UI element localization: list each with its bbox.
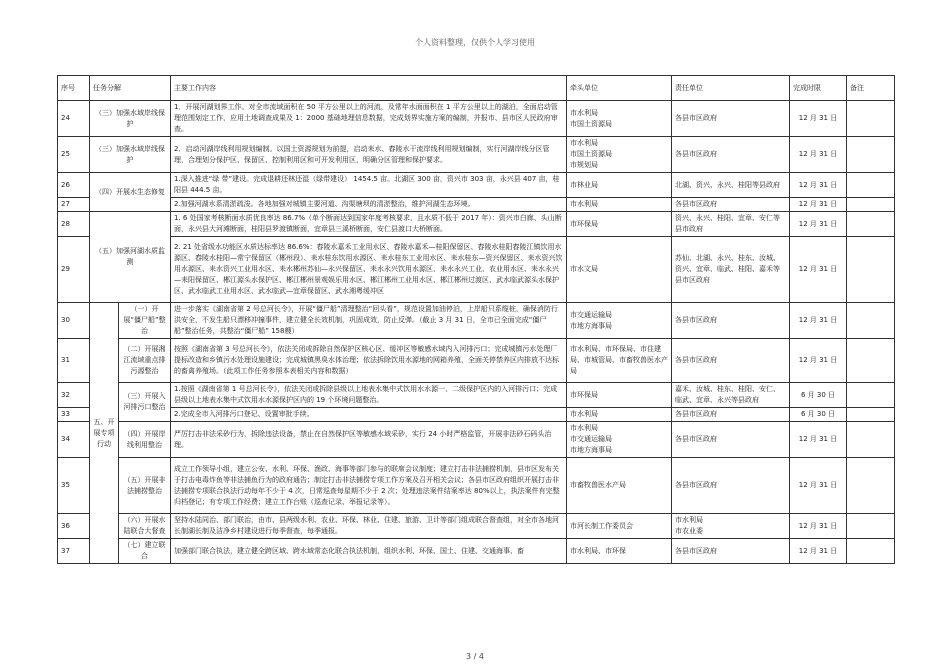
table-row	[58, 101, 895, 137]
deadline: 12 月 31 日	[790, 101, 847, 137]
work-content: 2.加强河湖水系清淤疏浚。各地加强对城镇主要河道、沟渠塘坝的清淤整治，维护河湖生态环境。	[171, 198, 567, 212]
task-name: （三）开展入河排污口整治	[119, 383, 171, 422]
note	[847, 383, 895, 408]
deadline: 12 月 31 日	[790, 198, 847, 212]
col-header-no: 序号	[58, 76, 90, 101]
deadline: 6 月 30 日	[790, 408, 847, 422]
task-name: （二）开展湘江流域重点排污源整治	[119, 339, 171, 383]
table-row	[58, 408, 895, 422]
responsible-unit: 资兴、永兴、桂阳、宜章、安仁等县市政府	[672, 212, 790, 237]
section-label: 五、开展专项行动	[90, 303, 119, 564]
deadline: 12 月 31 日	[790, 422, 847, 458]
row-number: 28	[58, 212, 90, 237]
table-row	[58, 198, 895, 212]
work-content: 成立工作领导小组，建立公安、水利、环保、渔政、海事等部门参与的联席会议制度；建立打击非法捕捞机制，县市区发布关于打击电毒炸鱼等非法捕鱼行为的政府通告；制定打击非法捕捞专项工作方案及召开相关会议；各县市区政府组织开展打击非法捕捞专项联合执法行动每年不少于 4 次，日常巡查每星期不少于 2 次；处理违法案件结案率达 80%以上，执法案件有完整归档登记；有专项工作经费；建立工作台账（巡查记录、举报记录等）。	[171, 458, 567, 514]
deadline: 12 月 31 日	[790, 303, 847, 339]
col-header-content: 主要工作内容	[171, 76, 567, 101]
table-row	[58, 137, 895, 173]
note	[847, 339, 895, 383]
lead-unit: 市水利局	[567, 198, 672, 212]
note	[847, 422, 895, 458]
work-content: 严厉打击非法采砂行为，拆除违法设备，禁止在自然保护区等敏感水域采砂，实行 24 小时严格监管，开展非法砂石码头治理。	[171, 422, 567, 458]
task-name: （三）加强水域岸线保护	[90, 137, 171, 173]
row-number: 33	[58, 408, 90, 422]
responsible-unit: 各县市区政府	[672, 101, 790, 137]
deadline: 12 月 31 日	[790, 237, 847, 303]
work-content: 1. 6 处国家考核断面水质优良率达 86.7%（单个断面达到国家年度考核要求，且水质不低于 2017 年）：资兴市白廊、头山断面，永兴县大河滩断面，桂阳县罗渡镇断面，宜章县三溪桥断面，安仁县渡口大桥断面。	[171, 212, 567, 237]
task-table	[57, 75, 895, 564]
work-content: 进一步落实《湖南省第 2 号总河长令》，开展“僵尸船”清理整治“回头看”，规范设置加油停泊，上岸船只系缆桩，确保消防行洪安全，不发生船只漂移冲撞事件，建立健全长效机制，巩固成效，防止反弹。（截止 3 月 31 日，全市已全面完成“僵尸船”整治任务，共整治“僵尸船” 158艘）	[171, 303, 567, 339]
row-number: 25	[58, 137, 90, 173]
deadline: 12 月 31 日	[790, 514, 847, 539]
task-name: （一）开展“僵尸船”整治	[119, 303, 171, 339]
table-row	[58, 303, 895, 339]
task-name: （五）加强河湖水质监测	[90, 212, 171, 303]
task-name: （四）开展水生态修复	[90, 173, 171, 212]
note	[847, 458, 895, 514]
table-row	[58, 514, 895, 539]
work-content: 1.深入推进“绿 带”建设。完成退耕还林还湿（绿带建设） 1454.5 亩。北湖区 300 亩，资兴市 303 亩，永兴县 407 亩，桂阳县 444.5 亩。	[171, 173, 567, 198]
responsible-unit: 各县市区政府	[672, 137, 790, 173]
table-header-row	[58, 76, 895, 101]
table-row	[58, 383, 895, 408]
work-content: 加强部门联合执法，建立健全跨区域、跨水域常态化联合执法机制，组织水利、环保、国土、住建、交通海事、畜	[171, 539, 567, 564]
lead-unit: 市水利局	[567, 408, 672, 422]
lead-unit: 市河长制工作委员会	[567, 514, 672, 539]
row-number: 34	[58, 422, 90, 458]
responsible-unit: 各县市区政府	[672, 198, 790, 212]
lead-unit: 市畜牧兽医水产局	[567, 458, 672, 514]
responsible-unit: 市水利局 市农业委	[672, 514, 790, 539]
note	[847, 198, 895, 212]
work-content: 2.完成全市入河排污口登记、设置审批手续。	[171, 408, 567, 422]
deadline: 12 月 31 日	[790, 339, 847, 383]
note	[847, 137, 895, 173]
note	[847, 514, 895, 539]
lead-unit: 市水利局 市交通运输局 市地方海事局	[567, 422, 672, 458]
responsible-unit: 各县市区政府	[672, 458, 790, 514]
row-number: 37	[58, 539, 90, 564]
row-number: 27	[58, 198, 90, 212]
responsible-unit: 各县市区政府	[672, 539, 790, 564]
col-header-resp: 责任单位	[672, 76, 790, 101]
deadline: 12 月 31 日	[790, 458, 847, 514]
responsible-unit: 嘉禾、汝城、桂东、桂阳、安仁、临武、宜章、永兴等县政府	[672, 383, 790, 408]
work-content: 1．开展河湖划界工作。对全市流域面积在 50 平方公里以上的河流，及常年水面面积在 1 平方公里以上的湖泊，全面启动管理范围划定工作，应用土地调查成果及 1：2000 基础地理信息数据，完成划界实施方案的编制，并报市、县市区人民政府审查。	[171, 101, 567, 137]
work-content: 按照《湖南省第 3 号总河长令》，依法关闭或拆除自然保护区核心区、缓冲区等敏感水域内入河排污口；完成城镇污水处理厂提标改造和乡镇污水处理设施建设；完成城镇黑臭水体治理；依法拆除饮用水源地的网箱养殖，全面关停禁养区内排放不达标的畜禽养殖场。（此项工作任务参照本表相关内容和数据）	[171, 339, 567, 383]
page-header: 个人资料整理，仅供个人学习使用	[415, 38, 535, 47]
note	[847, 303, 895, 339]
deadline: 12 月 31 日	[790, 137, 847, 173]
row-number: 29	[58, 237, 90, 303]
col-header-task: 任务分解	[90, 76, 171, 101]
responsible-unit: 各县市区政府	[672, 422, 790, 458]
note	[847, 173, 895, 198]
task-name: （七）建立联合	[119, 539, 171, 564]
deadline: 12 月 31 日	[790, 173, 847, 198]
lead-unit: 市水利局 市国土资源局	[567, 101, 672, 137]
row-number: 24	[58, 101, 90, 137]
lead-unit: 市环保局	[567, 212, 672, 237]
task-name: （四）开展岸线利用整治	[119, 422, 171, 458]
table-row	[58, 339, 895, 383]
row-number: 26	[58, 173, 90, 198]
lead-unit: 市水文局	[567, 237, 672, 303]
lead-unit: 市水利局 市国土资源局 市规划局	[567, 137, 672, 173]
deadline: 12 月 31 日	[790, 212, 847, 237]
col-header-note: 备注	[847, 76, 895, 101]
col-header-deadline: 完成时限	[790, 76, 847, 101]
row-number: 35	[58, 458, 90, 514]
lead-unit: 市林业局	[567, 173, 672, 198]
responsible-unit: 各县市区政府	[672, 303, 790, 339]
col-header-lead: 牵头单位	[567, 76, 672, 101]
note	[847, 539, 895, 564]
lead-unit: 市交通运输局 市地方海事局	[567, 303, 672, 339]
table-row	[58, 458, 895, 514]
work-content: 坚持水陆同治、部门联治，由市、县两级水利、农业、环保、林业、住建、旅游、卫计等部门组成联合督查组，对全市各地河长制湖长制及洁净乡村建设进行每季督查，每季通报。	[171, 514, 567, 539]
lead-unit: 市水利局、市环保局、市住建局、市城管局、市畜牧兽医水产局	[567, 339, 672, 383]
task-name: （五）开展非法捕捞整治	[119, 458, 171, 514]
work-content: 1.按照《湖南省第 1 号总河长令》，依法关闭或拆除县级以上地表水集中式饮用水水源一、二级保护区内的入河排污口；完成县级以上地表水集中式饮用水水源保护区内的 19 个环境问题整治。	[171, 383, 567, 408]
table-row	[58, 422, 895, 458]
work-content: 2. 21 处省级水功能区水质达标率达 86.6%：舂陵水嘉禾工业用水区、舂陵水嘉禾—桂阳保留区、舂陵水桂阳舂陵江镇饮用水源区、舂陵水桂阳—常宁保留区（郴州段）、耒水桂东饮用水源区、耒水桂东工业用水区、耒水桂东—资兴保留区、耒水资兴饮用水源区、耒水资兴工业用水区、耒水郴州苏仙—永兴保留区、耒水永兴饮用水源区、耒水永兴工业、农业用水区、耒水永兴—耒阳保留区、郴江源头水保护区、郴江郴州景观娱乐用水区、郴江郴州工业用水区、郴江郴州过渡区、武水临武源头水保护区、武水临武工业用水区、武水临武—宜章保留区、武水湘粤缓冲区	[171, 237, 567, 303]
responsible-unit: 苏仙、北湖、永兴、桂东、汝城、资兴、宜章、临武、桂阳、嘉禾等县市区政府	[672, 237, 790, 303]
deadline: 6 月 30 日	[790, 383, 847, 408]
lead-unit: 市水利局、市环保	[567, 539, 672, 564]
table-row	[58, 212, 895, 237]
note	[847, 237, 895, 303]
work-content: 2．启动河湖岸线利用规划编制。以国土资源规划为前提，启动耒水、舂陵水干流岸线利用规划编制，实行河湖岸线分区管理，合理划分保护区、保留区、控制利用区和可开发利用区，明确分区管理和保护要求。	[171, 137, 567, 173]
deadline: 12 月 31 日	[790, 539, 847, 564]
row-number: 32	[58, 383, 90, 408]
table-row	[58, 237, 895, 303]
responsible-unit: 各县市区政府	[672, 408, 790, 422]
responsible-unit: 各县市区政府	[672, 339, 790, 383]
task-name: （三）加强水域岸线保护	[90, 101, 171, 137]
responsible-unit: 北湖、资兴、永兴、桂阳等县政府	[672, 173, 790, 198]
note	[847, 101, 895, 137]
table-row	[58, 173, 895, 198]
task-name: （六）开展水陆联合大督查	[119, 514, 171, 539]
note	[847, 408, 895, 422]
row-number: 36	[58, 514, 90, 539]
lead-unit: 市环保局	[567, 383, 672, 408]
row-number: 31	[58, 339, 90, 383]
table-row	[58, 539, 895, 564]
page-number: 3 / 4	[466, 652, 484, 661]
row-number: 30	[58, 303, 90, 339]
note	[847, 212, 895, 237]
